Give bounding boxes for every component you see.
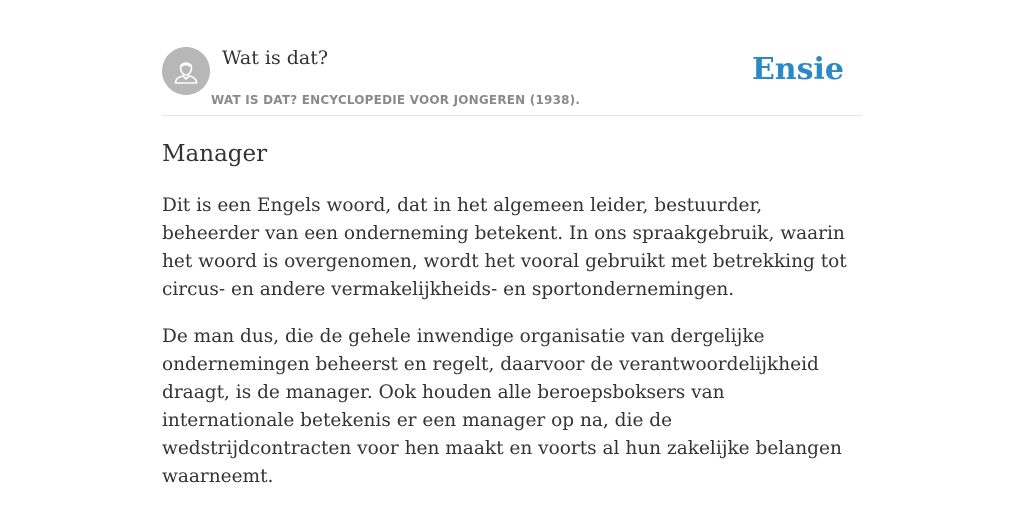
entry-paragraph: Dit is een Engels woord, dat in het algemeen leider, bestuurder, beheerder van een onderneming betekent. In ons spraakgebruik, waarin het woord is overgenomen, wordt het vooral gebruikt met betrekking tot circus- en andere vermakelijkheids- en sportondernemingen. (162, 195, 847, 300)
source-header (162, 0, 862, 116)
entry-title: Manager (162, 141, 268, 167)
entry-body (162, 192, 862, 510)
entry-card (162, 0, 862, 487)
source-title[interactable]: Wat is dat? (222, 47, 329, 69)
source-subtitle[interactable]: WAT IS DAT? ENCYCLOPEDIE VOOR JONGEREN (1938). (211, 93, 581, 107)
entry-paragraph: De man dus, die de gehele inwendige organisatie van dergelijke ondernemingen beheerst en regelt, daarvoor de verantwoordelijkheid draagt, is de manager. Ook houden alle beroepsboksers van internationale betekenis er een manager op na, die de wedstrijdcontracten voor hen maakt en voorts al hun zakelijke belangen waarneemt. (162, 326, 842, 487)
avatar[interactable] (162, 47, 210, 95)
ensie-logo[interactable]: Ensie (751, 52, 844, 87)
user-icon (162, 47, 210, 95)
